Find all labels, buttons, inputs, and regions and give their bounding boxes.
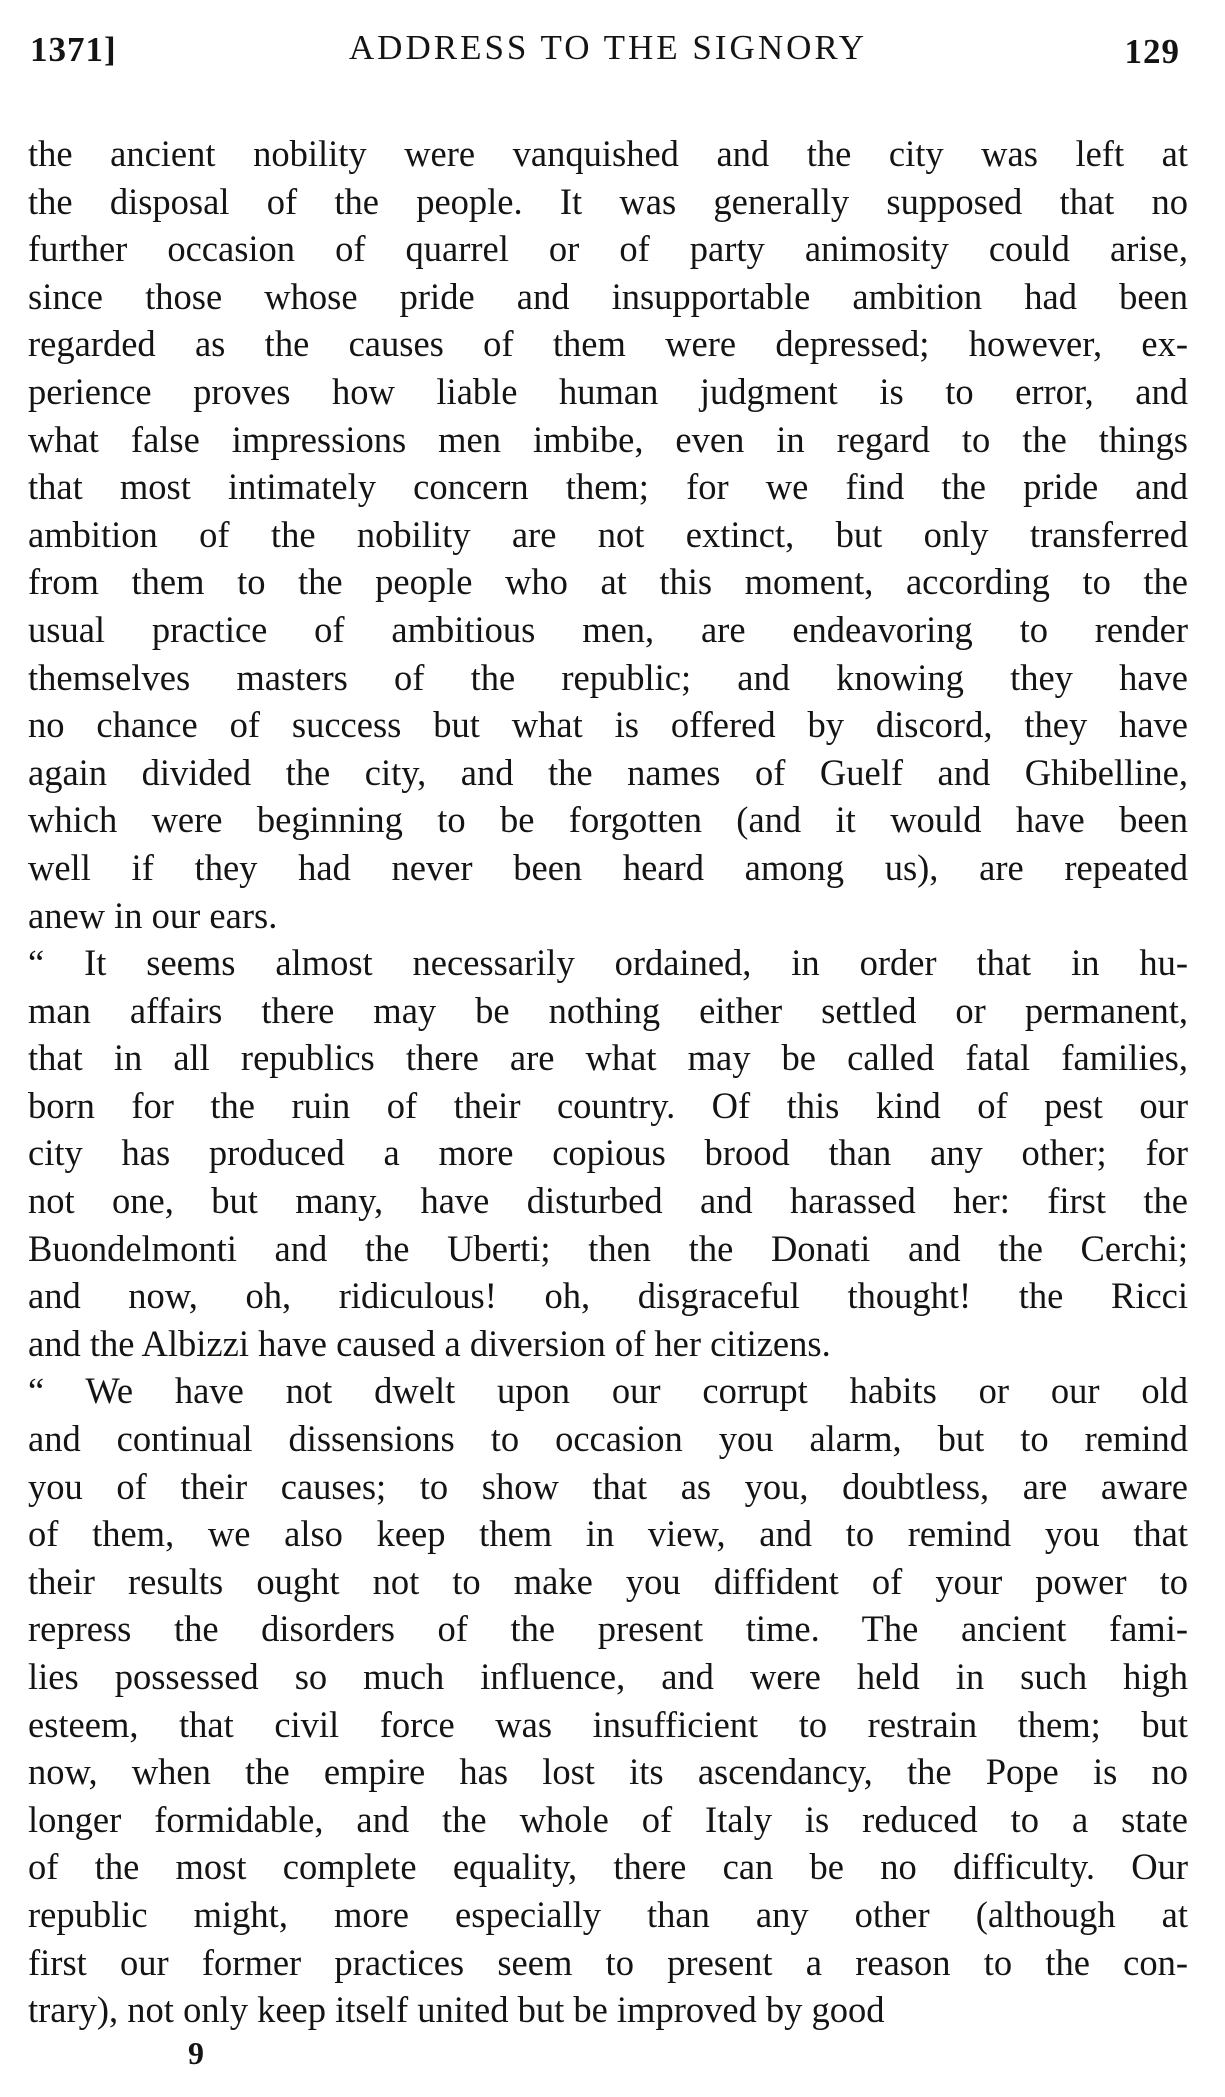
text-line: repress the disorders of the present time. The ancient fami- [28, 1608, 1188, 1650]
page-number: 129 [1124, 32, 1180, 71]
text-line: from them to the people who at this moment, according to the [28, 561, 1188, 603]
text-line: “ We have not dwelt upon our corrupt habits or our old [28, 1370, 1188, 1412]
running-head-title: ADDRESS TO THE SIGNORY [348, 28, 868, 67]
text-line: since those whose pride and insupportable ambition had been [28, 275, 1188, 317]
text-line: themselves masters of the republic; and knowing they have [28, 656, 1188, 698]
text-line: man affairs there may be nothing either settled or permanent, [28, 989, 1188, 1031]
text-line: which were beginning to be forgotten (and it would have been [28, 799, 1188, 841]
text-line: perience proves how liable human judgment is to error, and [28, 370, 1188, 412]
text-line: Buondelmonti and the Uberti; then the Donati and the Cerchi; [28, 1227, 1188, 1269]
text-line: that most intimately concern them; for we find the pride and [28, 466, 1188, 508]
text-line: no chance of success but what is offered by discord, they have [28, 704, 1188, 746]
text-line: what false impressions men imbibe, even in regard to the things [28, 418, 1188, 460]
text-line: the disposal of the people. It was generally supposed that no [28, 180, 1188, 222]
text-line: not one, but many, have disturbed and harassed her: first the [28, 1180, 1188, 1222]
text-line: that in all republics there are what may be called fatal families, [28, 1037, 1188, 1079]
body-text [28, 130, 1188, 2034]
text-line: and the Albizzi have caused a diversion of her citizens. [28, 1322, 831, 1364]
running-head [28, 22, 1188, 82]
text-line: esteem, that civil force was insufficient to restrain them; but [28, 1703, 1188, 1745]
text-line: “ It seems almost necessarily ordained, in order that in hu- [28, 942, 1188, 984]
text-line: first our former practices seem to present a reason to the con- [28, 1941, 1188, 1983]
text-line: now, when the empire has lost its ascendancy, the Pope is no [28, 1751, 1188, 1793]
text-line: well if they had never been heard among us), are repeated [28, 846, 1188, 888]
text-line: born for the ruin of their country. Of this kind of pest our [28, 1084, 1188, 1126]
text-line: city has produced a more copious brood than any other; for [28, 1132, 1188, 1174]
text-line: you of their causes; to show that as you, doubtless, are aware [28, 1465, 1188, 1507]
text-line: their results ought not to make you diffident of your power to [28, 1560, 1188, 1602]
text-line: ambition of the nobility are not extinct, but only transferred [28, 513, 1188, 555]
text-line: and now, oh, ridiculous! oh, disgraceful thought! the Ricci [28, 1275, 1188, 1317]
text-line: further occasion of quarrel or of party animosity could arise, [28, 228, 1188, 270]
text-line: of the most complete equality, there can be no difficulty. Our [28, 1846, 1188, 1888]
text-line: the ancient nobility were vanquished and the city was left at [28, 133, 1188, 174]
text-line: again divided the city, and the names of Guelf and Ghibelline, [28, 751, 1188, 793]
text-line: trary), not only keep itself united but be improved by good [28, 1989, 885, 2031]
text-line: and continual dissensions to occasion you alarm, but to remind [28, 1418, 1188, 1460]
running-head-year: 1371] [30, 30, 117, 69]
text-line: republic might, more especially than any other (although at [28, 1893, 1188, 1935]
text-line: of them, we also keep them in view, and to remind you that [28, 1513, 1188, 1555]
text-line: usual practice of ambitious men, are endeavoring to render [28, 608, 1188, 650]
signature-mark: 9 [188, 2035, 204, 2071]
text-line: anew in our ears. [28, 894, 278, 936]
text-line: longer formidable, and the whole of Italy is reduced to a state [28, 1798, 1188, 1840]
text-line: regarded as the causes of them were depressed; however, ex- [28, 323, 1188, 365]
book-page [28, 22, 1188, 2034]
text-line: lies possessed so much influence, and were held in such high [28, 1656, 1188, 1697]
